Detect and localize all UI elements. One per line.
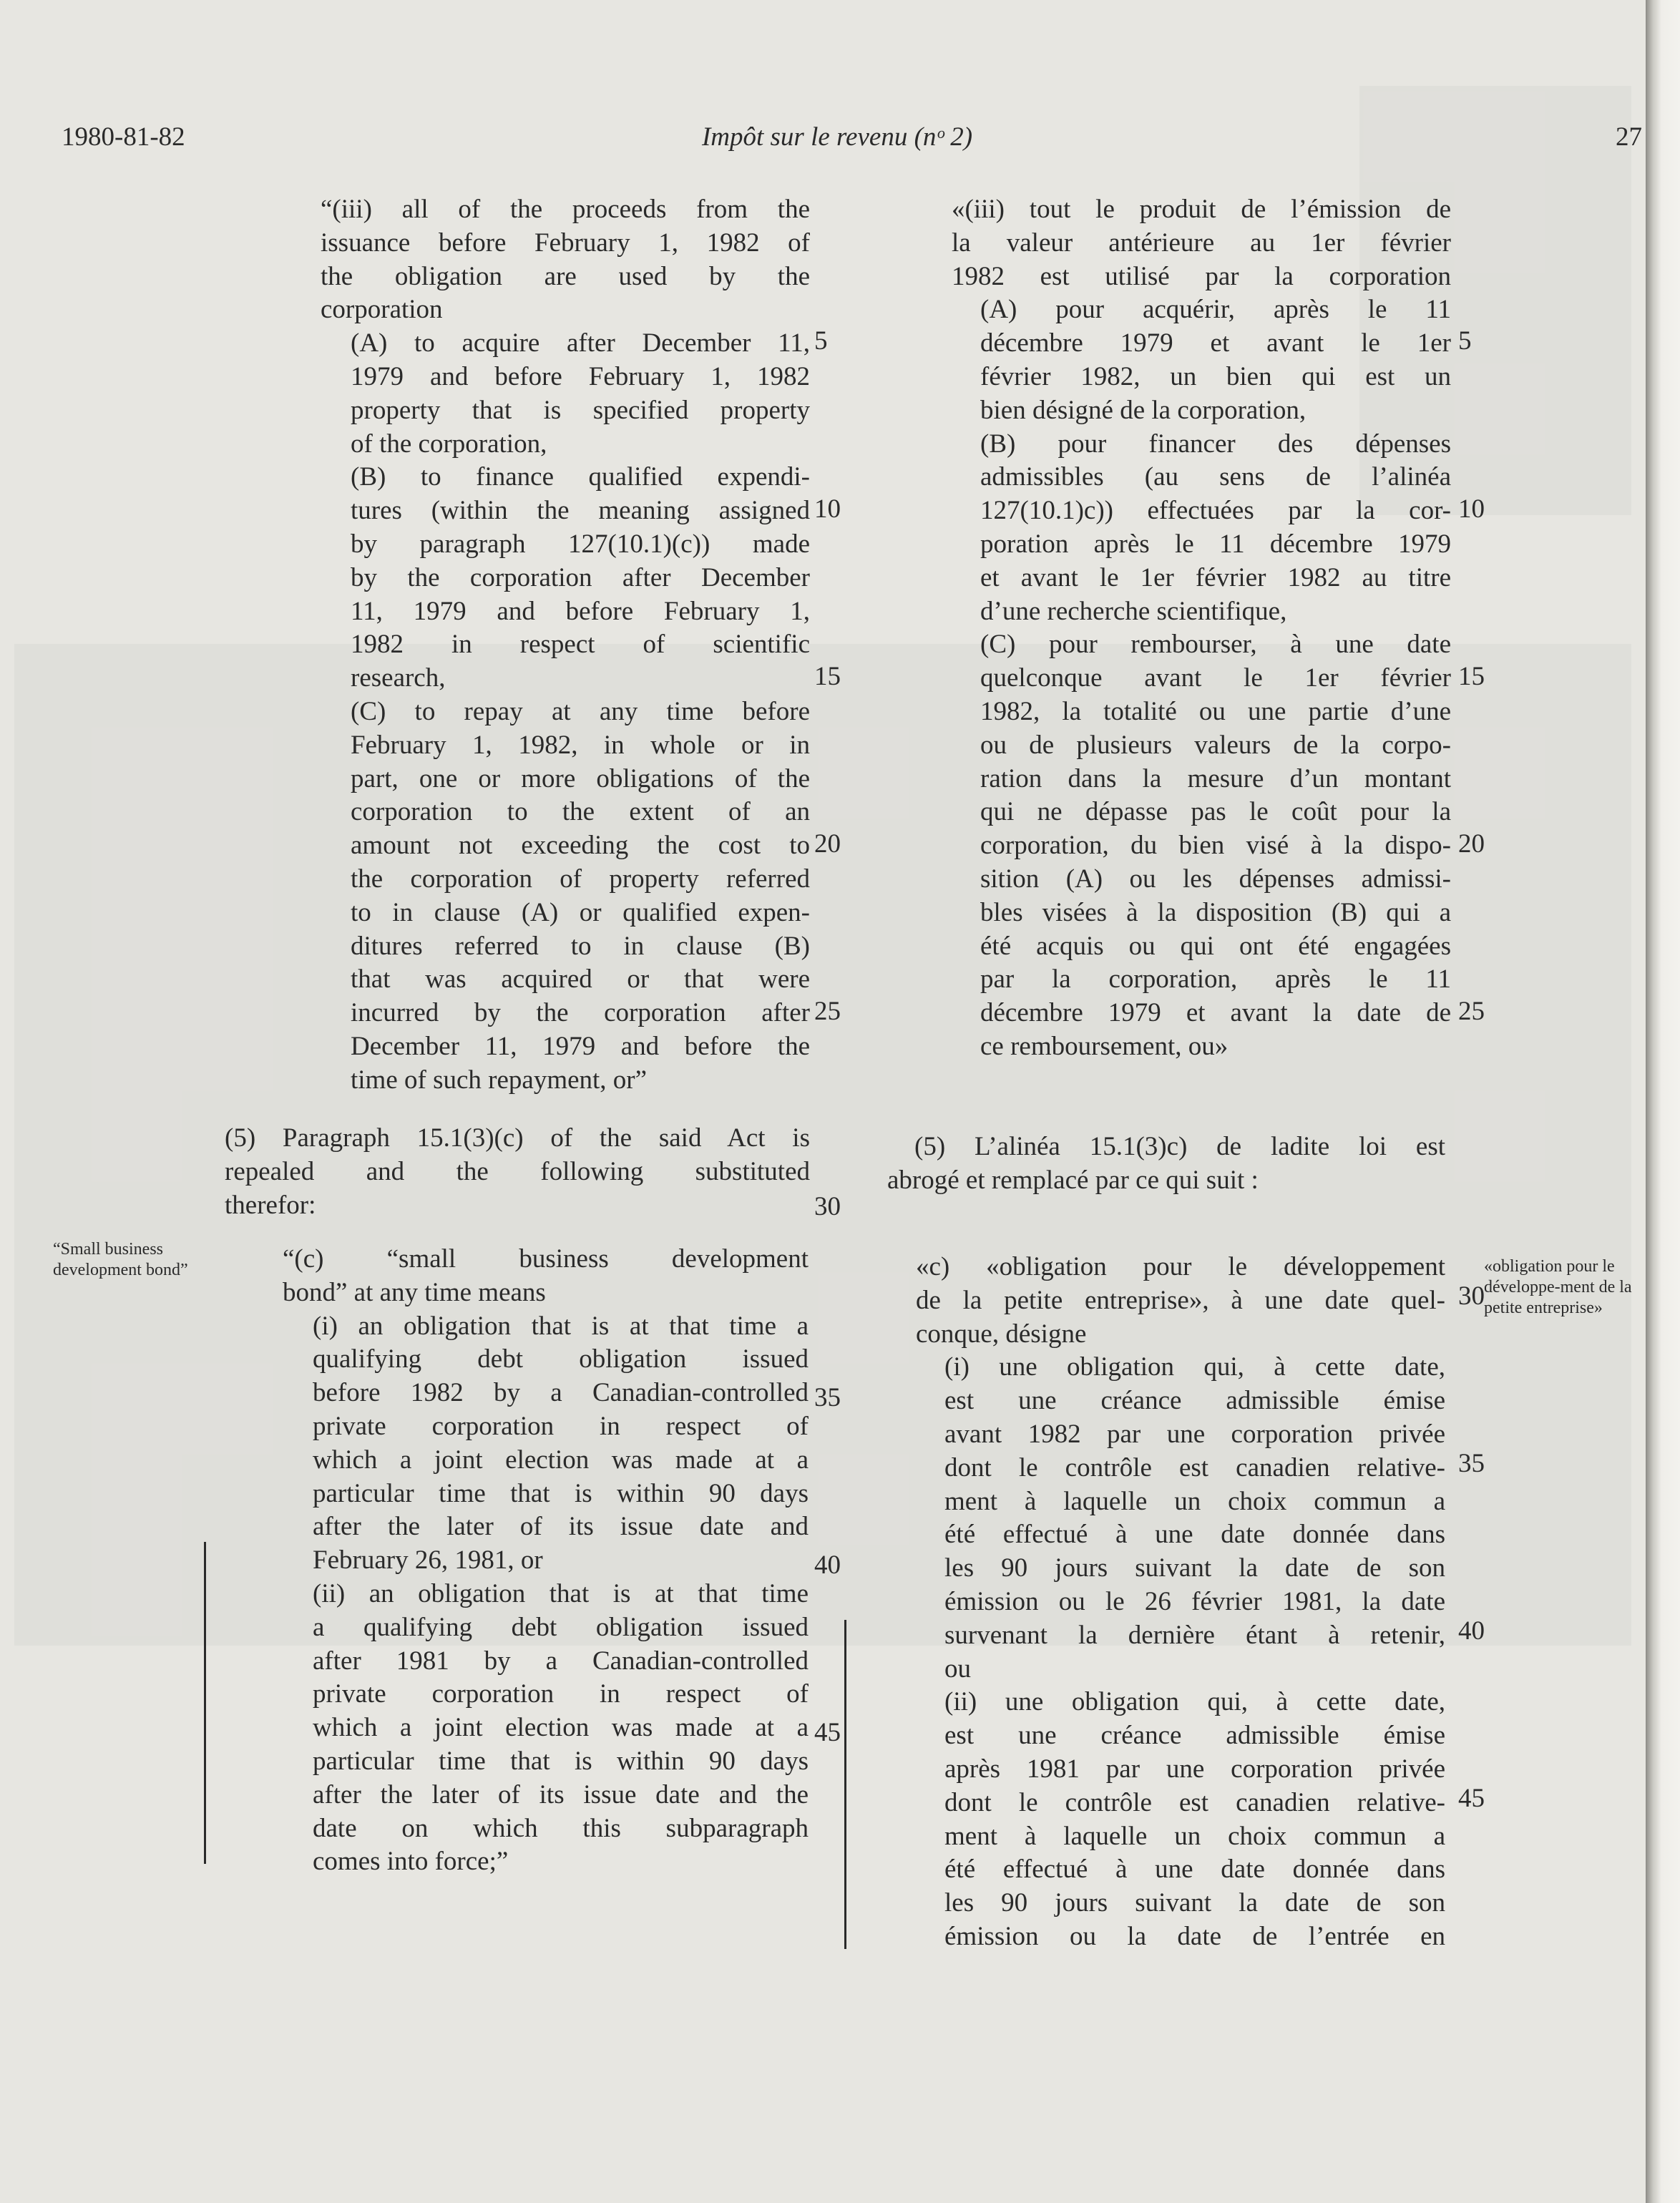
line-number: 10 (1458, 494, 1485, 524)
page-number: 27 (1616, 122, 1642, 152)
text-line: particular time that is within 90 days (313, 1746, 809, 1776)
text-line: part, one or more obligations of the (351, 763, 810, 793)
text-line: admissibles (au sens de l’alinéa (980, 462, 1451, 492)
line-number: 35 (814, 1383, 841, 1412)
text-line: December 11, 1979 and before the (351, 1031, 810, 1061)
text-line: that was acquired or that were (351, 964, 810, 995)
text-line: émission ou la date de l’entrée en (944, 1921, 1445, 1951)
text-line: par la corporation, après le 11 (980, 964, 1451, 995)
text-line: (C) to repay at any time before (351, 696, 810, 726)
text-line: amount not exceeding the cost to (351, 831, 810, 861)
paragraph-5-english (225, 1122, 810, 1222)
text-line: 1979 and before February 1, 1982 (351, 361, 810, 391)
line-number: 5 (1458, 326, 1472, 356)
text-line: qui ne dépasse pas le coût pour la (980, 797, 1451, 827)
line-number: 25 (814, 997, 841, 1026)
text-line: 1982, la totalité ou une partie d’une (980, 696, 1451, 726)
text-line: (C) pour rembourser, à une date (980, 630, 1451, 660)
text-line: repealed and the following substituted (225, 1156, 810, 1186)
marginal-note-english: “Small business development bond” (53, 1240, 188, 1279)
text-line: before 1982 by a Canadian-controlled (313, 1378, 809, 1408)
text-line: by paragraph 127(10.1)(c)) made (351, 529, 810, 559)
text-line: de la petite entreprise», à une date quel- (916, 1285, 1445, 1315)
text-line: “(c) “small business development (283, 1244, 809, 1274)
line-number: 10 (814, 494, 841, 524)
line-number: 45 (814, 1718, 841, 1747)
text-line: 1982 in respect of scientific (351, 630, 810, 660)
text-line: therefor: (225, 1190, 316, 1220)
text-line: corporation to the extent of an (351, 797, 810, 827)
line-number: 30 (1458, 1281, 1485, 1311)
line-number: 20 (1458, 829, 1485, 859)
text-line: est une créance admissible émise (944, 1721, 1445, 1751)
paragraph-5-french (887, 1130, 1445, 1198)
definition-french (916, 1251, 1445, 1954)
text-line: 127(10.1)c)) effectuées par la cor- (980, 496, 1451, 526)
text-line: (5) L’alinéa 15.1(3)c) de ladite loi est (914, 1132, 1445, 1161)
text-line: ce remboursement, ou» (980, 1031, 1229, 1061)
text-line: incurred by the corporation after (351, 998, 810, 1028)
text-line: ou (944, 1654, 971, 1684)
line-number: 15 (814, 662, 841, 691)
text-line: (B) to finance qualified expendi- (351, 462, 810, 492)
text-line: décembre 1979 et avant la date de (980, 998, 1451, 1028)
header-title: Impôt sur le revenu (nᵒ 2) (701, 122, 973, 152)
text-line: ou de plusieurs valeurs de la corpo- (980, 730, 1451, 760)
text-line: ment à laquelle un choix commun a (944, 1821, 1445, 1851)
text-line: a qualifying debt obligation issued (313, 1612, 809, 1642)
text-line: bien désigné de la corporation, (980, 395, 1307, 425)
text-line: poration après le 11 décembre 1979 (980, 529, 1451, 559)
text-line: ment à laquelle un choix commun a (944, 1486, 1445, 1516)
line-number: 15 (1458, 662, 1485, 691)
line-number: 30 (814, 1192, 841, 1221)
text-line: «c) «obligation pour le développement (916, 1252, 1445, 1281)
page-binding-edge (1646, 0, 1680, 2203)
text-line: tures (within the meaning assigned (351, 496, 810, 526)
text-line: property that is specified property (351, 395, 810, 425)
text-line: of the corporation, (351, 429, 547, 459)
text-line: été acquis ou qui ont été engagées (980, 931, 1451, 961)
text-line: (ii) an obligation that is at that time (313, 1578, 809, 1608)
text-line: (A) pour acquérir, après le 11 (980, 295, 1451, 325)
line-number: 40 (814, 1550, 841, 1580)
text-line: bles visées à la disposition (B) qui a (980, 897, 1451, 927)
text-line: after 1981 by a Canadian-controlled (313, 1646, 809, 1676)
text-line: time of such repayment, or” (351, 1065, 648, 1095)
text-line: été effectué à une date donnée dans (944, 1520, 1445, 1550)
line-number: 25 (1458, 997, 1485, 1026)
text-line: dont le contrôle est canadien relative- (944, 1452, 1445, 1482)
text-line: private corporation in respect of (313, 1679, 809, 1709)
header-year: 1980-81-82 (62, 122, 185, 152)
text-line: conque, désigne (916, 1319, 1087, 1349)
marginal-note-french: «obligation pour le développe-ment de la petite entreprise» (1484, 1257, 1632, 1317)
text-line: February 1, 1982, in whole or in (351, 730, 810, 760)
line-number: 5 (814, 326, 828, 356)
text-line: dont le contrôle est canadien relative- (944, 1787, 1445, 1817)
text-line: the corporation of property referred (351, 864, 810, 894)
text-line: abrogé et remplacé par ce qui suit : (887, 1165, 1259, 1195)
text-line: which a joint election was made at a (313, 1445, 809, 1475)
text-line: est une créance admissible émise (944, 1386, 1445, 1416)
text-line: February 26, 1981, or (313, 1545, 543, 1576)
change-bar (844, 1620, 846, 1949)
line-number: 45 (1458, 1784, 1485, 1813)
text-line: research, (351, 663, 446, 693)
text-line: quelconque avant le 1er février (980, 663, 1451, 693)
text-line: after the later of its issue date and (313, 1512, 809, 1542)
text-line: les 90 jours suivant la date de son (944, 1553, 1445, 1583)
text-line: 11, 1979 and before February 1, (351, 596, 810, 626)
line-number: 20 (814, 829, 841, 859)
text-line: “(iii) all of the proceeds from the (321, 195, 810, 224)
text-line: after the later of its issue date and the (313, 1779, 809, 1809)
text-line: «(iii) tout le produit de l’émission de (952, 195, 1451, 224)
english-column (321, 193, 810, 1098)
text-line: (B) pour financer des dépenses (980, 429, 1451, 459)
text-line: été effectué à une date donnée dans (944, 1855, 1445, 1885)
text-line: ditures referred to in clause (B) (351, 931, 810, 961)
change-bar (204, 1542, 206, 1864)
text-line: comes into force;” (313, 1847, 509, 1877)
text-line: (i) an obligation that is at that time a (313, 1311, 809, 1341)
text-line: sition (A) ou les dépenses admissi- (980, 864, 1451, 894)
text-line: corporation (321, 295, 443, 325)
text-line: d’une recherche scientifique, (980, 596, 1287, 626)
text-line: which a joint election was made at a (313, 1713, 809, 1743)
text-line: (ii) une obligation qui, à cette date, (944, 1687, 1445, 1717)
text-line: to in clause (A) or qualified expen- (351, 897, 810, 927)
text-line: les 90 jours suivant la date de son (944, 1888, 1445, 1918)
text-line: après 1981 par une corporation privée (944, 1754, 1445, 1784)
line-number: 40 (1458, 1616, 1485, 1646)
text-line: particular time that is within 90 days (313, 1478, 809, 1508)
text-line: survenant la dernière étant à retenir, (944, 1620, 1445, 1650)
text-line: issuance before February 1, 1982 of (321, 228, 810, 258)
text-line: date on which this subparagraph (313, 1813, 809, 1843)
text-line: février 1982, un bien qui est un (980, 361, 1451, 391)
text-line: the obligation are used by the (321, 261, 810, 291)
text-line: la valeur antérieure au 1er février (952, 228, 1451, 258)
text-line: ration dans la mesure d’un montant (980, 763, 1451, 793)
text-line: avant 1982 par une corporation privée (944, 1419, 1445, 1449)
text-line: (i) une obligation qui, à cette date, (944, 1352, 1445, 1382)
definition-english (283, 1243, 809, 1879)
text-line: (A) to acquire after December 11, (351, 328, 810, 358)
text-line: émission ou le 26 février 1981, la date (944, 1586, 1445, 1616)
text-line: qualifying debt obligation issued (313, 1344, 809, 1374)
text-line: (5) Paragraph 15.1(3)(c) of the said Act is (225, 1123, 810, 1153)
text-line: corporation, du bien visé à la dispo- (980, 831, 1451, 861)
text-line: et avant le 1er février 1982 au titre (980, 562, 1451, 592)
french-column (952, 193, 1451, 1064)
text-line: décembre 1979 et avant le 1er (980, 328, 1451, 358)
text-line: by the corporation after December (351, 562, 810, 592)
text-line: private corporation in respect of (313, 1411, 809, 1441)
line-number: 35 (1458, 1449, 1485, 1478)
text-line: 1982 est utilisé par la corporation (952, 261, 1451, 291)
text-line: bond” at any time means (283, 1277, 546, 1307)
